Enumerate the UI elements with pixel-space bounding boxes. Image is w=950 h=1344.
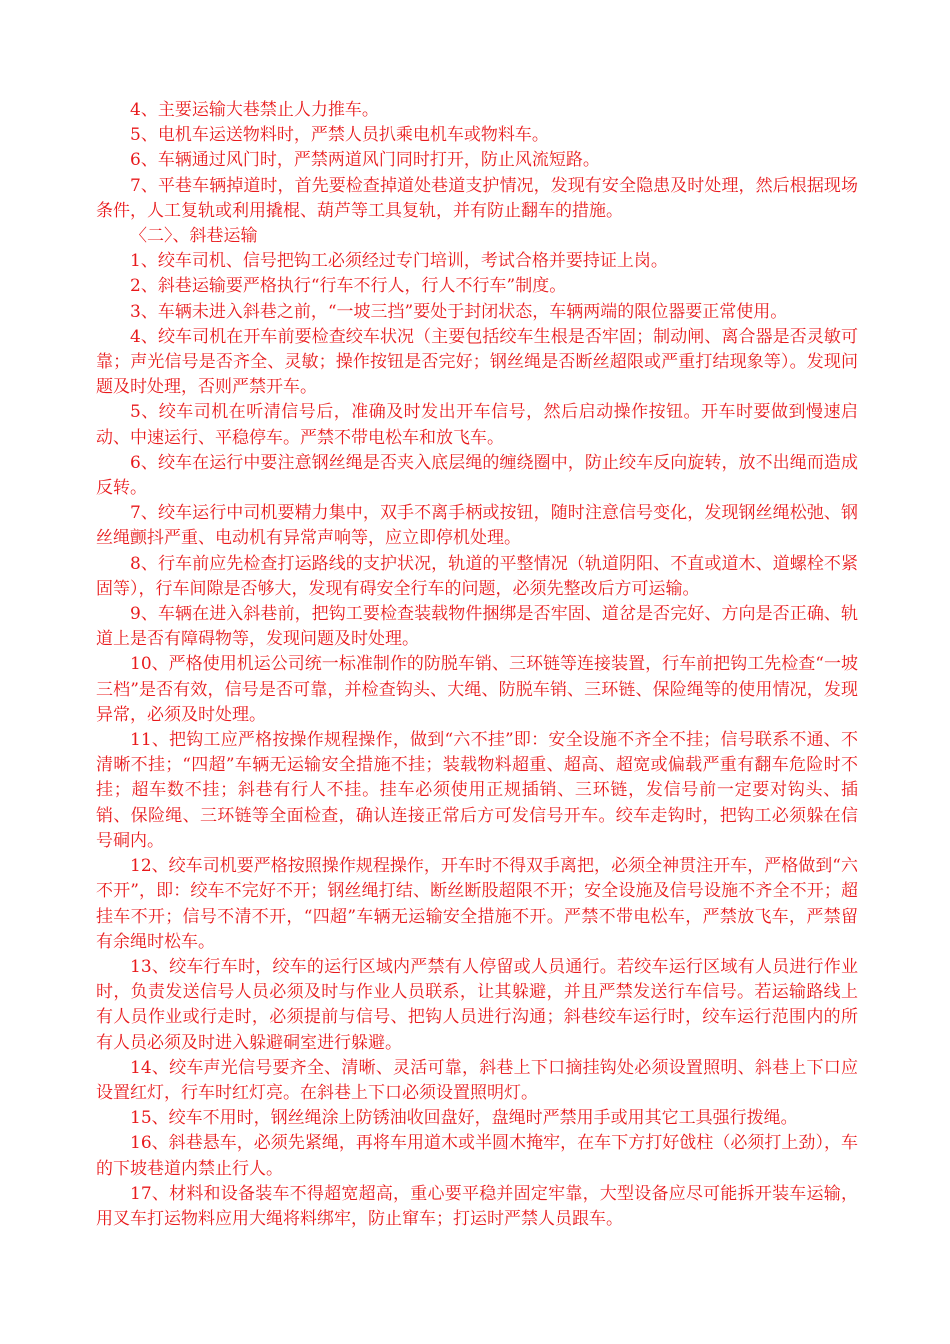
paragraph: 14、绞车声光信号要齐全、清晰、灵活可靠，斜巷上下口摘挂钩处必须设置照明、斜巷上下口应设置红灯，行车时红灯亮。在斜巷上下口必须设置照明灯。: [96, 1057, 858, 1103]
paragraph: 2、斜巷运输要严格执行“行车不行人，行人不行车”制度。: [130, 276, 567, 297]
paragraph: 16、斜巷悬车，必须先紧绳，再将车用道木或半圆木掩牢，在车下方打好戗柱（必须打上劲），车的下坡巷道内禁止行人。: [96, 1133, 858, 1179]
paragraph: 12、绞车司机要严格按照操作规程操作，开车时不得双手离把，必须全神贯注开车，严格做到“六不开”，即：绞车不完好不开；钢丝绳打结、断丝断股超限不开；安全设施及信号设施不齐全不开；超挂车不开；信号不清不开，“四超”车辆无运输安全措施不开。严禁不带电松车，严禁放飞车，严禁留有余绳时松车。: [96, 856, 858, 952]
paragraph: 6、绞车在运行中要注意钢丝绳是否夹入底层绳的缠绕圈中，防止绞车反向旋转，放不出绳而造成反转。: [96, 452, 858, 499]
paragraph: 13、绞车行车时，绞车的运行区域内严禁有人停留或人员通行。若绞车运行区域有人员进行作业时，负责发送信号人员必须及时与作业人员联系，让其躲避，并且严禁发送行车信号。若运输路线上有人员作业或行走时，必须提前与信号、把钩人员进行沟通；斜巷绞车运行时，绞车运行范围内的所有人员必须及时进入躲避硐室进行躲避。: [96, 956, 858, 1053]
paragraph: 9、车辆在进入斜巷前，把钩工要检查装载物件捆绑是否牢固、道岔是否完好、方向是否正确、轨道上是否有障碍物等，发现问题及时处理。: [96, 604, 858, 650]
paragraph: 5、绞车司机在听清信号后，准确及时发出开车信号，然后启动操作按钮。开车时要做到慢速启动、中速运行、平稳停车。严禁不带电松车和放飞车。: [96, 402, 858, 448]
paragraph: 6、车辆通过风门时，严禁两道风门同时打开，防止风流短路。: [130, 150, 600, 171]
paragraph: 1、绞车司机、信号把钩工必须经过专门培训，考试合格并要持证上岗。: [130, 251, 668, 272]
paragraph: 3、车辆未进入斜巷之前，“一坡三挡”要处于封闭状态，车辆两端的限位器要正常使用。: [130, 301, 788, 322]
paragraph: 11、把钩工应严格按操作规程操作，做到“六不挂”即：安全设施不齐全不挂；信号联系不通、不清晰不挂；“四超”车辆无运输安全措施不挂；装载物料超重、超高、超宽或偏载严重有翻车危险时不挂；超车数不挂；斜巷有行人不挂。挂车必须使用正规插销、三环链，发信号前一定要对钩头、插销、保险绳、三环链等全面检查，确认连接正常后方可发信号开车。绞车走钩时，把钩工必须躲在信号硐内。: [96, 730, 858, 851]
paragraph: 7、平巷车辆掉道时，首先要检查掉道处巷道支护情况，发现有安全隐患及时处理，然后根据现场条件，人工复轨或利用撬棍、葫芦等工具复轨，并有防止翻车的措施。: [96, 175, 858, 221]
section-heading: 〈二〉、斜巷运输: [130, 226, 258, 247]
paragraph: 7、绞车运行中司机要精力集中，双手不离手柄或按钮，随时注意信号变化，发现钢丝绳松弛、钢丝绳颤抖严重、电动机有异常声响等，应立即停机处理。: [96, 503, 858, 549]
document-body: [96, 98, 858, 1232]
paragraph: 10、严格使用机运公司统一标准制作的防脱车销、三环链等连接装置，行车前把钩工先检查“一坡三档”是否有效，信号是否可靠，并检查钩头、大绳、防脱车销、三环链、保险绳等的使用情况，发现异常，必须及时处理。: [96, 654, 858, 725]
paragraph: 4、主要运输大巷禁止人力推车。: [130, 100, 379, 120]
paragraph: 17、材料和设备装车不得超宽超高，重心要平稳并固定牢靠，大型设备应尽可能拆开装车运输，用叉车打运物料应用大绳将料绑牢，防止窜车；打运时严禁人员跟车。: [96, 1183, 858, 1229]
paragraph: 15、绞车不用时，钢丝绳涂上防锈油收回盘好，盘绳时严禁用手或用其它工具强行拨绳。: [130, 1108, 798, 1129]
paragraph: 4、绞车司机在开车前要检查绞车状况（主要包括绞车生根是否牢固；制动闸、离合器是否灵敏可靠；声光信号是否齐全、灵敏；操作按钮是否完好；钢丝绳是否断丝超限或严重打结现象等）。发现问题及时处理，否则严禁开车。: [96, 326, 858, 398]
paragraph: 8、行车前应先检查打运路线的支护状况，轨道的平整情况（轨道阴阳、不直或道木、道螺栓不紧固等），行车间隙是否够大，发现有碍安全行车的问题，必须先整改后方可运输。: [96, 553, 858, 599]
paragraph: 5、电机车运送物料时，严禁人员扒乘电机车或物料车。: [130, 125, 549, 146]
